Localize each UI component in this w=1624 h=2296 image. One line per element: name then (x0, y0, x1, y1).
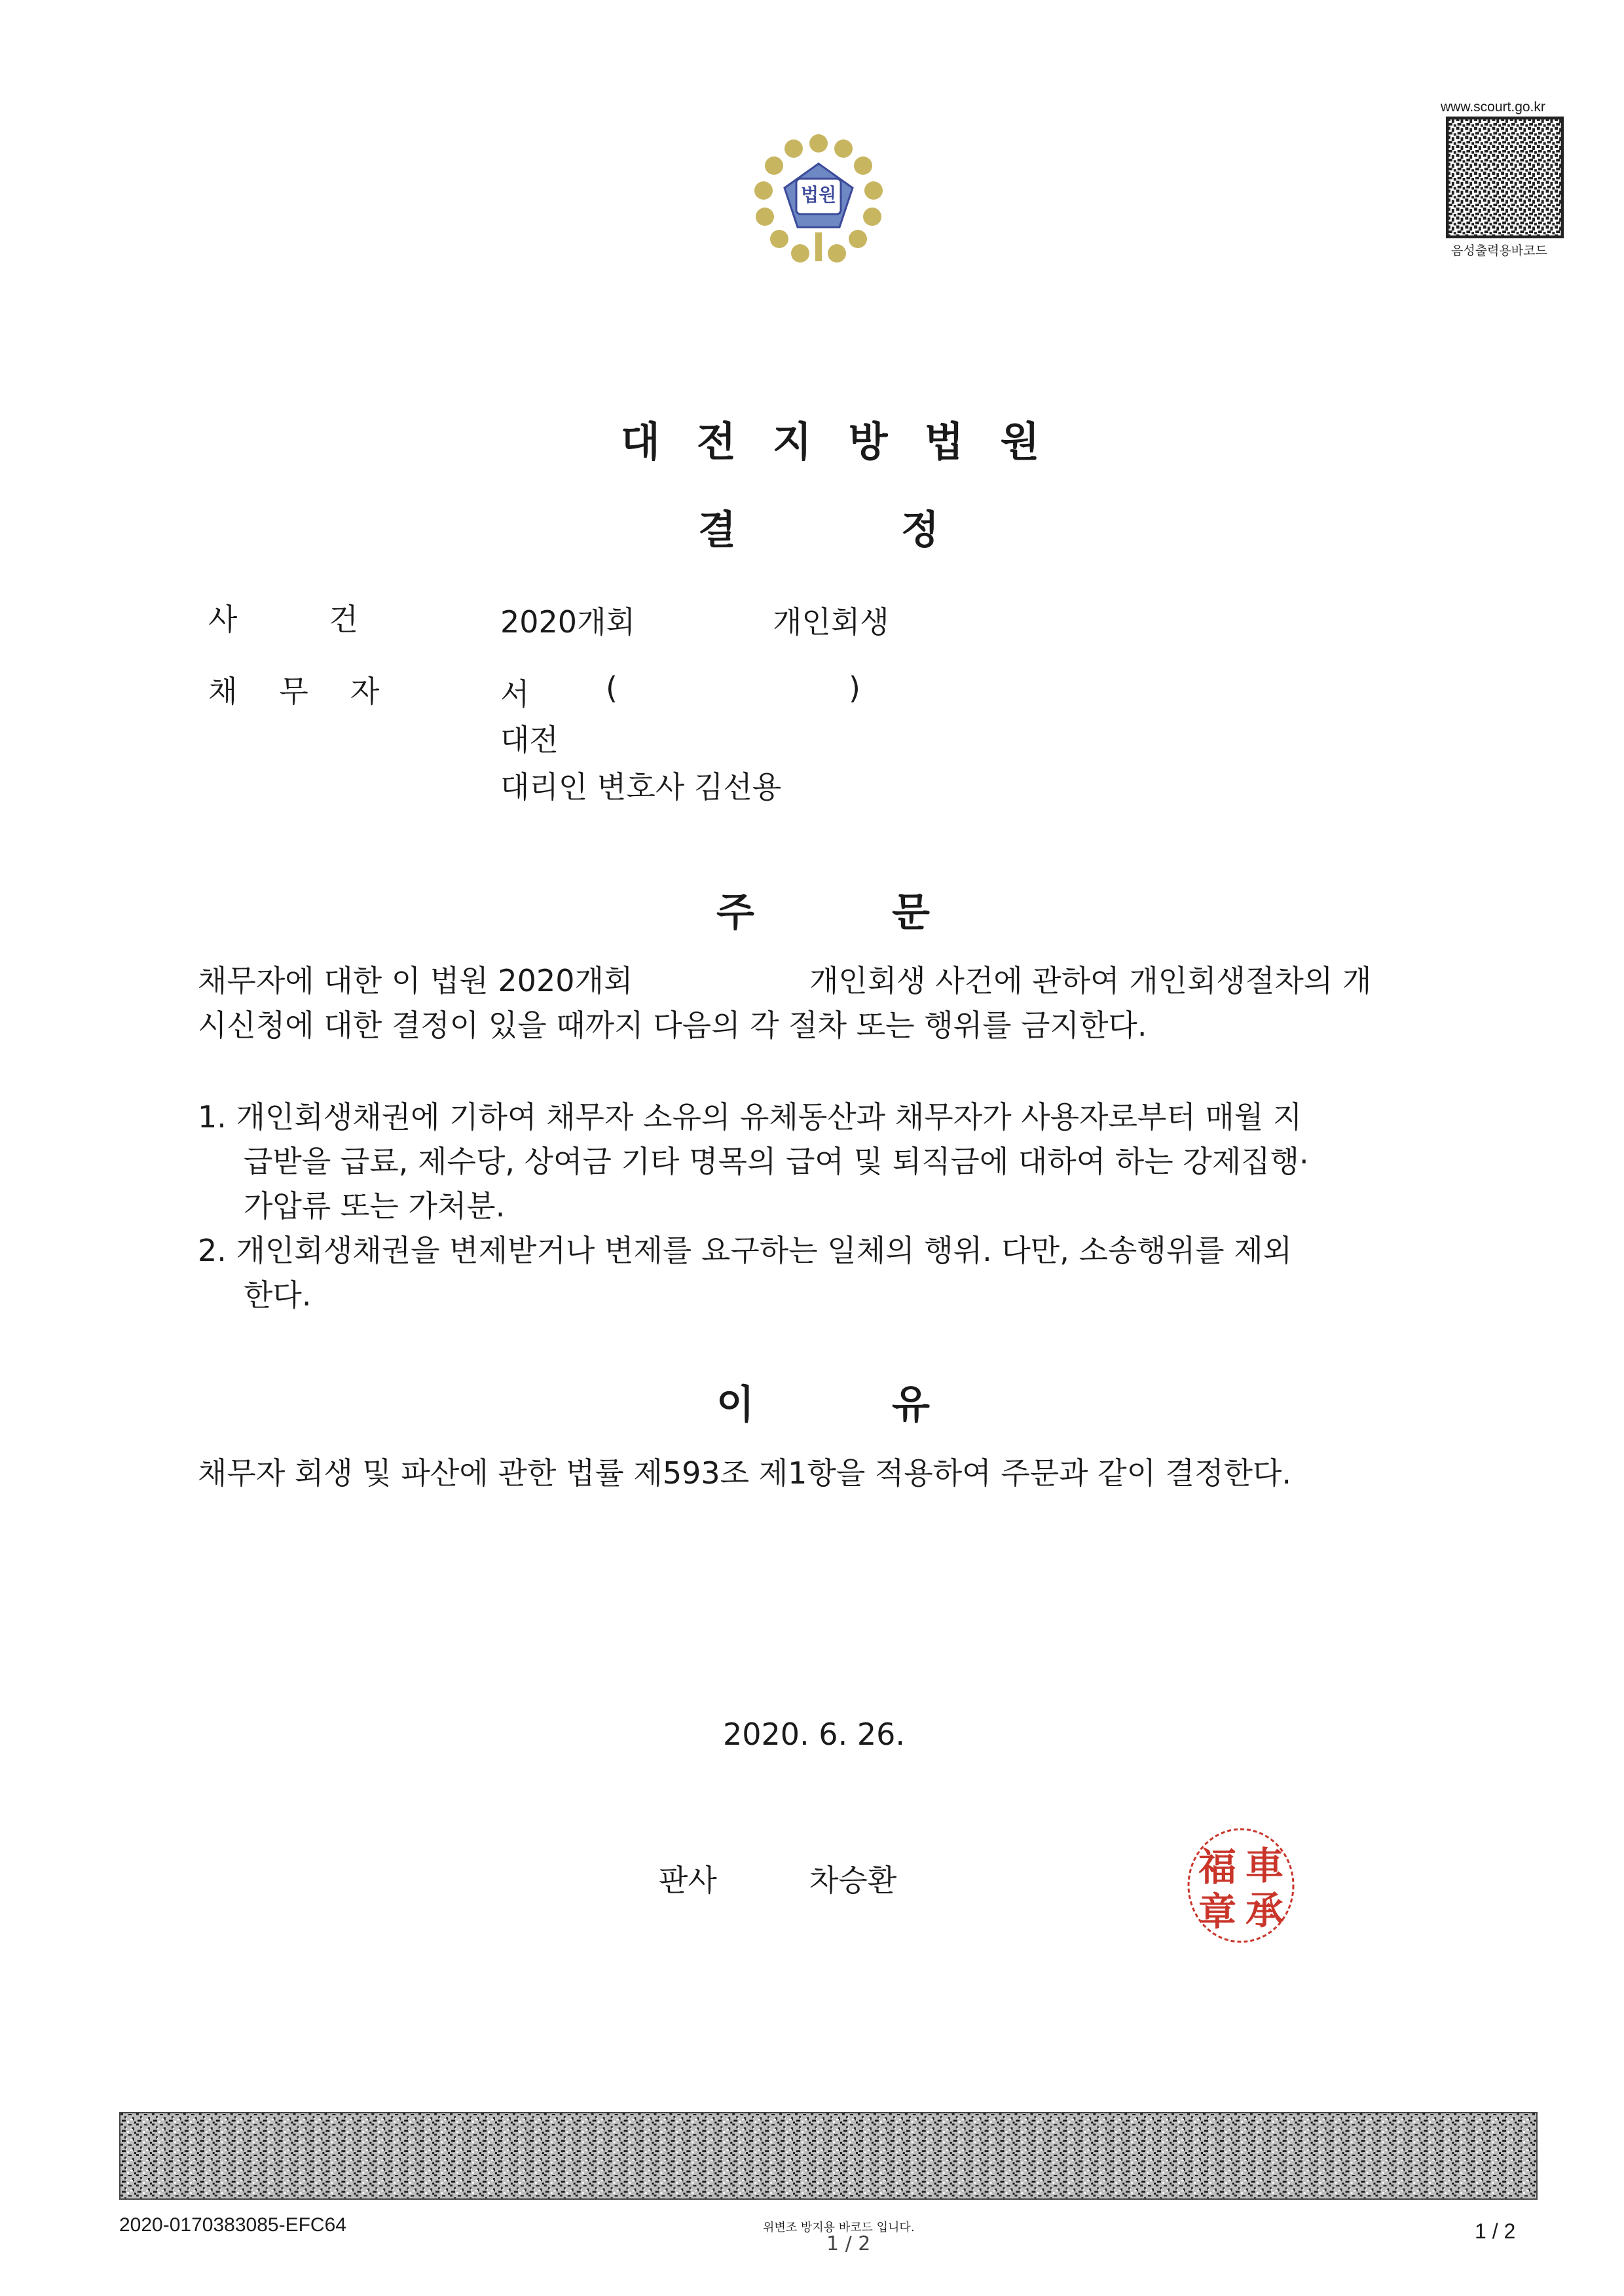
document-type-text: 결정 (698, 507, 1104, 553)
order-item1-line2: 급받을 급료, 제수당, 상여금 기타 명목의 급여 및 퇴직금에 대하여 하는 강제집행· (244, 1144, 1309, 1179)
court-url: www.scourt.go.kr (1441, 100, 1545, 115)
case-label: 사건 (208, 602, 450, 637)
order-heading-text: 주문 (716, 890, 1067, 936)
case-name: 개인회생 (773, 604, 889, 640)
barcode-caption: 음성출력용바코드 (1451, 244, 1547, 258)
document-type (698, 499, 1104, 555)
svg-text:福: 福 (1198, 1845, 1237, 1889)
page-number: 1 / 2 (1475, 2219, 1516, 2243)
order-item2-line1: 2. 개인회생채권을 변제받거나 변제를 요구하는 일체의 행위. 다만, 소송행위를 제외 (198, 1233, 1293, 1268)
svg-text:承: 承 (1246, 1888, 1284, 1933)
order-item1-line3: 가압류 또는 가처분. (244, 1188, 506, 1224)
debtor-agent: 대리인 변호사 김선용 (500, 769, 782, 805)
order-intro-line2: 시신청에 대한 결정이 있을 때까지 다음의 각 절차 또는 행위를 금지한다. (198, 1008, 1147, 1043)
order-heading (716, 881, 1067, 938)
reason-heading (716, 1374, 1067, 1430)
order-item2-line2: 한다. (244, 1277, 312, 1313)
debtor-name: 서 (500, 676, 530, 712)
page-number-center: 1 / 2 (826, 2232, 871, 2255)
judge-seal-icon (1185, 1827, 1297, 1944)
debtor-paren-open: ( (606, 670, 618, 706)
debtor-label: 채무자 (208, 674, 422, 709)
order-item1-line1: 1. 개인회생채권에 기하여 채무자 소유의 유체동산과 채무자가 사용자로부터 매월 지 (198, 1099, 1302, 1135)
court-name: 대전지방법원 (621, 418, 1077, 465)
judge-name: 차승환 (809, 1863, 897, 1898)
debtor-address: 대전 (500, 722, 559, 757)
order-intro-line1-a: 채무자에 대한 이 법원 2020개회 (198, 963, 633, 998)
debtor-paren-close: ) (849, 670, 860, 706)
voice-output-barcode-icon (1446, 117, 1564, 238)
barcode-note: 위변조 방지용 바코드 입니다. (763, 2221, 915, 2234)
document-id: 2020-0170383085-EFC64 (119, 2214, 346, 2236)
anti-forgery-barcode-icon (119, 2112, 1538, 2200)
order-intro-line1-b: 개인회생 사건에 관하여 개인회생절차의 개 (809, 963, 1372, 998)
reason-text: 채무자 회생 및 파산에 관한 법률 제593조 제1항을 적용하여 주문과 같이 결정한다. (198, 1455, 1292, 1491)
svg-text:章: 章 (1198, 1889, 1237, 1934)
case-number: 2020개회 (500, 604, 635, 640)
decision-date: 2020. 6. 26. (723, 1717, 905, 1752)
reason-heading-text: 이유 (716, 1382, 1067, 1428)
judge-title: 판사 (659, 1863, 717, 1898)
emblem-label: 법원 (800, 184, 837, 206)
svg-text:車: 車 (1246, 1844, 1284, 1888)
